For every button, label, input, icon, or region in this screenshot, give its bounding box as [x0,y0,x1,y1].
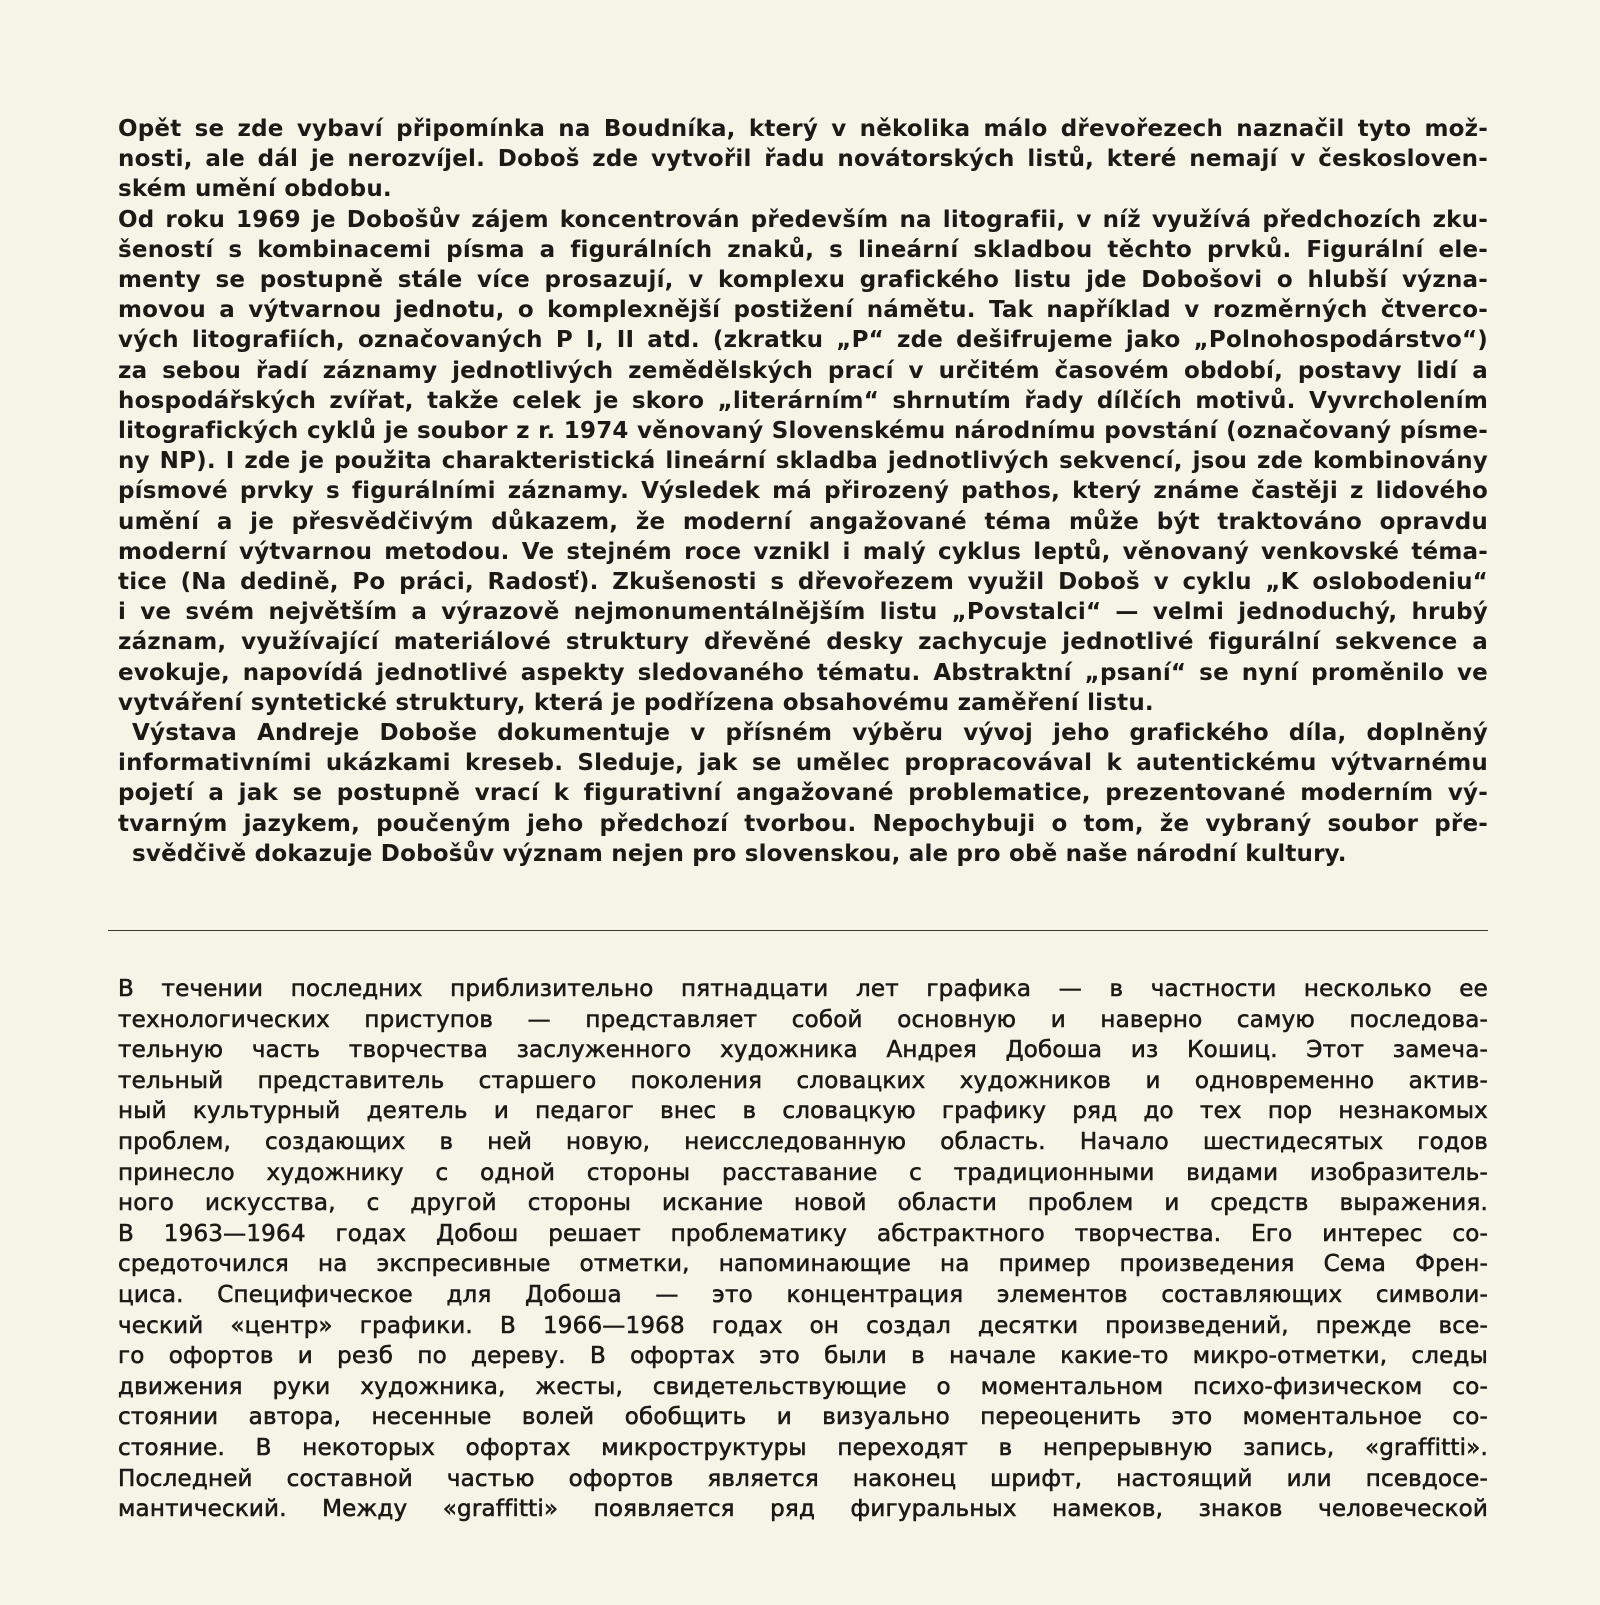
section-divider [108,930,1488,931]
czech-text-line: tice (Na dedině, Po práci, Radosť). Zkušenosti s dřevořezem využil Doboš v cyklu „K oslobodeniu“ [118,569,1488,596]
czech-text-line: tvarným jazykem, poučeným jeho předchozí tvorbou. Nepochybuji o tom, že vybraný soubor pře- [118,810,1488,837]
czech-text-line: Od roku 1969 je Dobošův zájem koncentrován především na litografii, v níž využívá předchozích zku- [118,206,1488,233]
czech-text-line: litografických cyklů je soubor z r. 1974 věnovaný Slovenskému národnímu povstání (označovaný písme- [118,418,1488,445]
czech-text-line: vých litografiích, označovaných P I, II atd. (zkratku „P“ zde dešifrujeme jako „Polnohospodárstvo“) [118,327,1488,354]
czech-text-line: záznam, využívající materiálové struktury dřevěné desky zachycuje jednotlivé figurální sekvence a [118,629,1488,656]
czech-text-line: pojetí a jak se postupně vrací k figurativní angažované problematice, prezentované moderním vý- [118,780,1488,807]
russian-text-line: мантический. Между «graffitti» появляется ряд фигуральных намеков, знаков человеческой [118,1496,1488,1523]
czech-text-line: ském umění obdobu. [118,176,392,203]
russian-text-line: стоянии автора, несенные волей обобщить и визуально переоценить это моментальное со- [118,1404,1488,1431]
czech-text-line: evokuje, napovídá jednotlivé aspekty sledovaného tématu. Abstraktní „psaní“ se nyní proměnilo ve [118,659,1488,686]
russian-text-line: движения руки художника, жесты, свидетельствующие о моментальном психо-физическом со- [118,1373,1488,1400]
czech-text-line: informativními ukázkami kreseb. Sleduje, jak se umělec propracovával k autentickému výtvarnému [118,750,1488,777]
czech-text-line: menty se postupně stále více prosazují, v komplexu grafického listu jde Dobošovi o hlubší význa- [118,267,1488,294]
czech-text-line: svědčivě dokazuje Dobošův význam nejen pro slovenskou, ale pro obě naše národní kultury. [132,840,1347,867]
czech-text-line: hospodářských zvířat, takže celek je skoro „literárním“ shrnutím řady dílčích motivů. Vyvrcholením [118,387,1488,414]
czech-text-line: nosti, ale dál je nerozvíjel. Doboš zde vytvořil řadu novátorských listů, které nemají v českosloven- [118,146,1488,173]
czech-text-line: i ve svém největším a výrazově nejmonumentálnějším listu „Povstalci“ — velmi jednoduchý, hrubý [118,599,1488,626]
russian-text-line: тельную часть творчества заслуженного художника Андрея Добоша из Кошиц. Этот замеча- [118,1037,1488,1064]
czech-text-line: umění a je přesvědčivým důkazem, že moderní angažované téma může být traktováno opravdu [118,508,1488,535]
czech-text-line: Výstava Andreje Doboše dokumentuje v přísném výběru vývoj jeho grafického díla, doplněný [132,720,1488,747]
czech-text-line: vytváření syntetické struktury, která je podřízena obsahovému zaměření listu. [118,689,1154,716]
czech-text-line: za sebou řadí záznamy jednotlivých zemědělských prací v určitém časovém období, postavy lidí a [118,357,1488,384]
russian-text-line: Последней составной частью офортов является наконец шрифт, настоящий или псевдосе- [118,1465,1488,1492]
czech-text-line: moderní výtvarnou metodou. Ve stejném roce vznikl i malý cyklus leptů, věnovaný venkovské téma- [118,538,1488,565]
russian-text-block [118,974,1488,1525]
czech-text-block [118,114,1488,869]
czech-text-line: movou a výtvarnou jednotu, o komplexnější postižení námětu. Tak například v rozměrných čtverco- [118,297,1488,324]
russian-text-line: ного искусства, с другой стороны искание новой области проблем и средств выражения. [118,1190,1488,1217]
czech-text-line: ny NP). I zde je použita charakteristická lineární skladba jednotlivých sekvencí, jsou zde kombinovány [118,448,1488,475]
russian-text-line: В 1963—1964 годах Добош решает проблематику абстрактного творчества. Его интерес со- [118,1220,1488,1247]
czech-text-line: písmové prvky s figurálními záznamy. Výsledek má přirozený pathos, který známe častěji z lidového [118,478,1488,505]
russian-text-line: проблем, создающих в ней новую, неисследованную область. Начало шестидесятых годов [118,1128,1488,1155]
russian-text-line: го офортов и резб по дереву. В офортах это были в начале какие-то микро-отметки, следы [118,1343,1488,1370]
czech-text-line: Opět se zde vybaví připomínka na Boudníka, který v několika málo dřevořezech naznačil tyto mož- [118,116,1488,142]
russian-text-line: ный культурный деятель и педагог внес в словацкую графику ряд до тех пор незнакомых [118,1098,1488,1125]
russian-text-line: тельный представитель старшего поколения словацких художников и одновременно актив- [118,1067,1488,1094]
russian-text-line: циса. Специфическое для Добоша — это концентрация элементов составляющих символи- [118,1281,1488,1308]
russian-text-line: технологических приступов — представляет собой основную и наверно самую последова- [118,1006,1488,1033]
czech-text-line: šeností s kombinacemi písma a figurálních znaků, s lineární skladbou těchto prvků. Figurální ele- [118,236,1488,263]
russian-text-line: принесло художнику с одной стороны расставание с традиционными видами изобразитель- [118,1159,1488,1186]
russian-text-line: стояние. В некоторых офортах микроструктуры переходят в непрерывную запись, «graffitti». [118,1434,1488,1461]
russian-text-line: В течении последних приблизительно пятнадцати лет графика — в частности несколько ее [118,976,1488,1002]
russian-text-line: средоточился на экспресивные отметки, напоминающие на пример произведения Сема Френ- [118,1251,1488,1278]
russian-text-line: ческий «центр» графики. В 1966—1968 годах он создал десятки произведений, прежде все- [118,1312,1488,1339]
